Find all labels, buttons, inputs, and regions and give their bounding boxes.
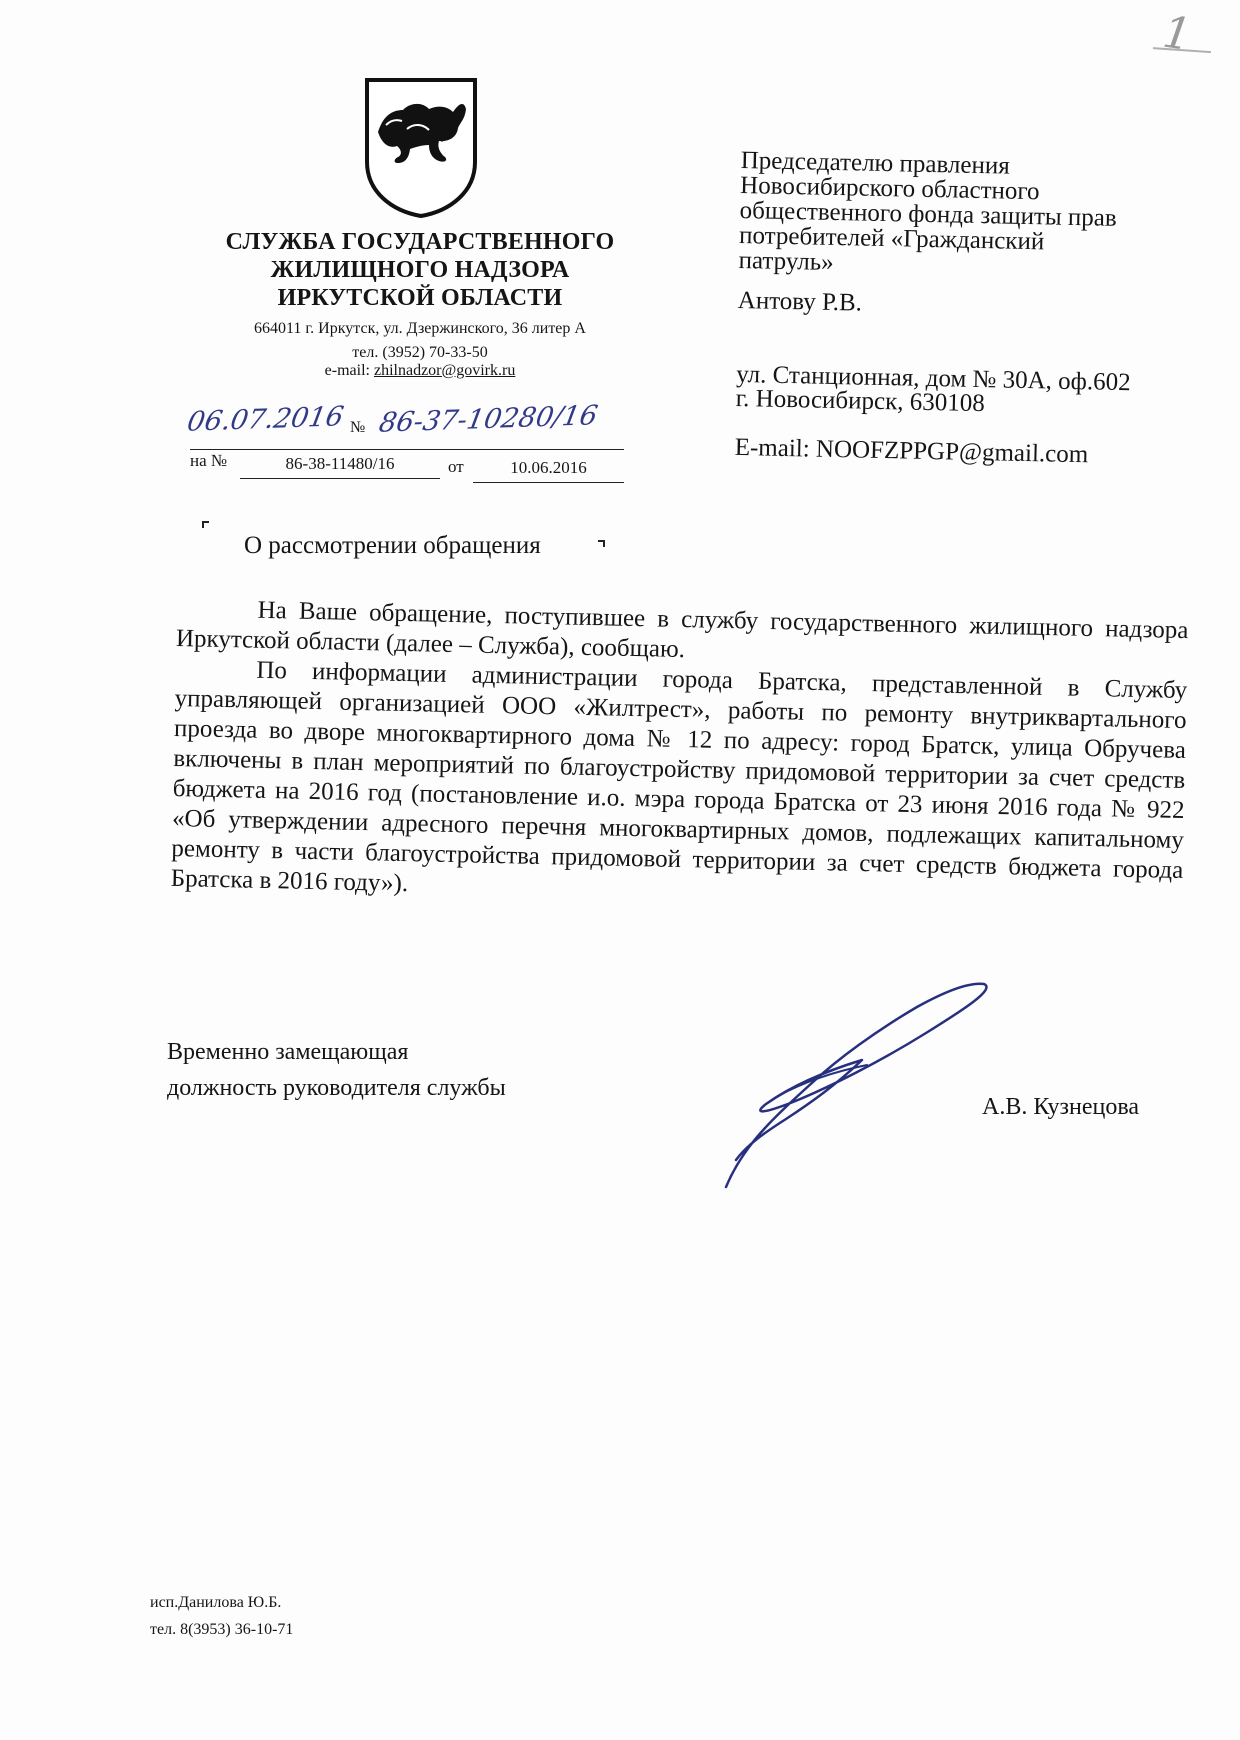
- recipient-name: Антову Р.В.: [737, 286, 863, 317]
- subject-bracket-left-icon: [202, 521, 209, 528]
- recipient-block: [734, 148, 1210, 470]
- reference-number: 86-38-11480/16: [240, 454, 440, 479]
- sender-email-line: [175, 362, 665, 380]
- irkutsk-coat-of-arms-icon: [361, 76, 481, 218]
- handwritten-signature: [718, 976, 988, 1194]
- sender-phone: тел. (3952) 70-33-50: [352, 344, 488, 361]
- recipient-address: ул. Станционная, дом № 30А, оф.602 г. Новосибирск, 630108: [735, 360, 1131, 418]
- page-number: 1: [1160, 9, 1218, 64]
- outgoing-registration-line: [184, 400, 624, 450]
- outgoing-number-handwritten: 86-37-10280/16: [376, 400, 600, 439]
- subject-bracket-right-icon: [598, 540, 605, 547]
- letter-body: [170, 594, 1188, 916]
- reference-date: 10.06.2016: [473, 458, 624, 483]
- letter-paragraph: На Ваше обращение, поступившее в службу государственного жилищного надзора Иркутской области (далее – Служба), сообщаю.: [175, 596, 1189, 664]
- executor-info: исп.Данилова Ю.Б. тел. 8(3953) 36-10-71: [150, 1594, 294, 1638]
- sender-block: [175, 228, 665, 380]
- outgoing-date-handwritten: 06.07.2016: [184, 401, 346, 438]
- sender-email-link[interactable]: zhilnadzor@govirk.ru: [373, 362, 516, 379]
- sender-organization-name: СЛУЖБА ГОСУДАРСТВЕННОГО ЖИЛИЩНОГО НАДЗОРА ИРКУТСКОЙ ОБЛАСТИ: [225, 229, 615, 311]
- reference-label: на №: [190, 451, 228, 470]
- letter-subject: О рассмотрении обращения: [244, 532, 541, 559]
- sender-address: 664011 г. Иркутск, ул. Дзержинского, 36 литер А: [254, 320, 586, 337]
- signer-name: А.В. Кузнецова: [982, 1094, 1140, 1120]
- letter-paragraph: По информации администрации города Братска, представленной в Службу управляющей организацией ООО «Жилтрест», работы по ремонту внутриквартального проезда во дворе многоквартирного дома № 12 по адресу: город Братск, улица Обручева включены в план мероприятий по благоустройству придомовой территории за счет средств бюджета на 2016 год (постановление и.о. мэра города Братска от 23 июня 2016 года № 922 «Об утверждении адресного перечня многоквартирных домов, подлежащих капитальному ремонту в части благоустройства придомовой территории за счет средств бюджета города Братска в 2016 году»).: [170, 656, 1188, 898]
- incoming-reference-row: [190, 446, 624, 484]
- outgoing-number-symbol: №: [350, 419, 366, 436]
- recipient-email: E-mail: NOOFZPPGP@gmail.com: [734, 433, 1089, 469]
- signer-position: Временно замещающая должность руководителя службы: [167, 1039, 506, 1101]
- sender-email-label: e-mail:: [324, 362, 370, 379]
- reference-from-label: от: [448, 457, 464, 476]
- recipient-position: Председателю правления Новосибирского областного общественного фонда защиты прав потребителей «Гражданский патруль»: [738, 147, 1118, 276]
